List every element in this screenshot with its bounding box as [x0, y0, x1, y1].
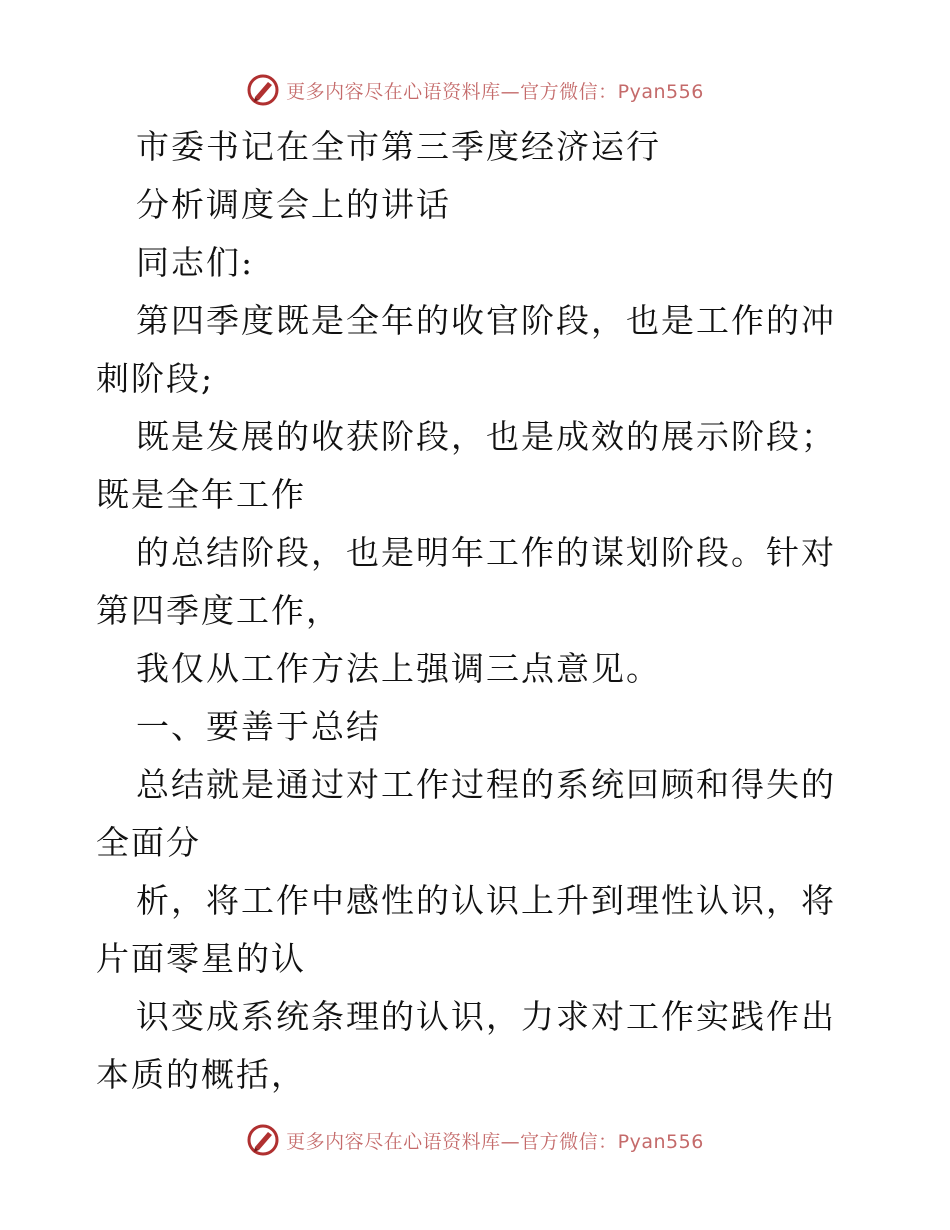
document-title-line-2: 分析调度会上的讲话	[136, 185, 451, 224]
paragraph: 识变成系统条理的认识，力求对工作实践作出本质的概括，	[96, 997, 836, 1094]
section-heading: 一、要善于总结	[136, 707, 381, 746]
document-body	[96, 118, 856, 1104]
paragraph: 既是发展的收获阶段，也是成效的展示阶段；既是全年工作	[96, 417, 836, 514]
watermark-banner-bottom	[0, 1120, 950, 1160]
paragraph: 的总结阶段，也是明年工作的谋划阶段。针对第四季度工作，	[96, 533, 836, 630]
watermark-banner-top	[0, 70, 950, 110]
pen-circle-icon	[246, 1123, 280, 1157]
document-title-line-1: 市委书记在全市第三季度经济运行	[136, 127, 661, 166]
paragraph-salutation: 同志们:	[136, 243, 255, 282]
paragraph: 我仅从工作方法上强调三点意见。	[136, 649, 661, 688]
paragraph: 总结就是通过对工作过程的系统回顾和得失的全面分	[96, 765, 836, 862]
watermark-text: 更多内容尽在心语资料库—官方微信：Pyan556	[286, 1130, 704, 1153]
paragraph: 析，将工作中感性的认识上升到理性认识，将片面零星的认	[96, 881, 836, 978]
paragraph: 第四季度既是全年的收官阶段，也是工作的冲刺阶段;	[96, 301, 836, 398]
watermark-text: 更多内容尽在心语资料库—官方微信：Pyan556	[286, 80, 704, 103]
pen-circle-icon	[246, 73, 280, 107]
